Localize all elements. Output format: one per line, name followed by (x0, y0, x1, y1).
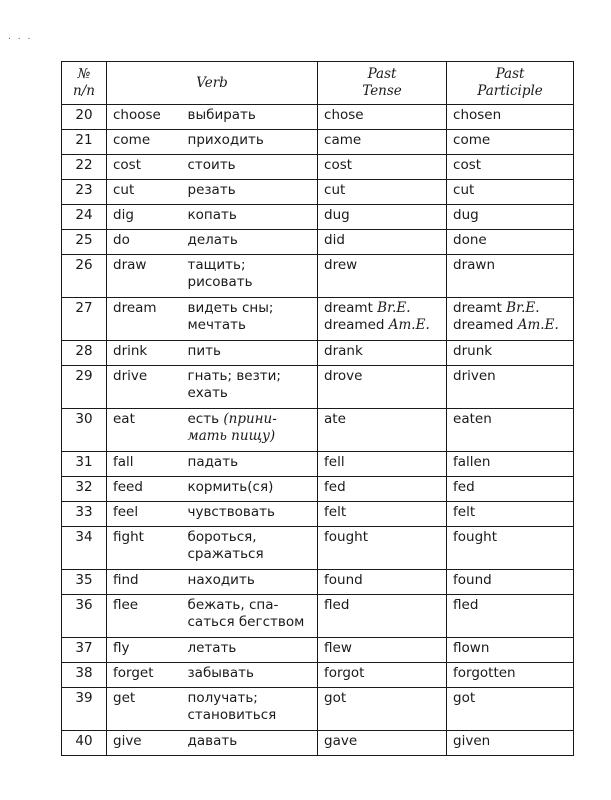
past-participle (447, 663, 574, 688)
verb-translation (182, 341, 318, 366)
header-past-line-1: Past (367, 66, 397, 82)
verb-translation (182, 298, 318, 341)
verb-infinitive: choose (107, 105, 182, 130)
past-participle-line (453, 157, 567, 174)
past-participle-text: fled (453, 597, 479, 613)
past-tense (318, 595, 447, 638)
corner-mark: . . . (8, 32, 33, 42)
row-number: 21 (62, 130, 107, 155)
past-participle-line (453, 454, 567, 471)
translation-line: чувствовать (187, 504, 275, 520)
past-tense (318, 688, 447, 731)
past-tense-line (324, 529, 440, 546)
past-participle-line (453, 368, 567, 385)
past-participle-text: chosen (453, 107, 502, 123)
past-tense-line (324, 572, 440, 589)
past-tense-text: dreamed (324, 317, 385, 333)
verb-translation (182, 477, 318, 502)
table-row (62, 155, 574, 180)
past-tense-text: ate (324, 411, 346, 427)
verb-infinitive: feed (107, 477, 182, 502)
past-participle-line (453, 640, 567, 657)
row-number: 38 (62, 663, 107, 688)
past-participle (447, 298, 574, 341)
verb-infinitive: drive (107, 366, 182, 409)
past-tense-line (324, 504, 440, 521)
table-row (62, 366, 574, 409)
past-tense-text: drew (324, 257, 358, 273)
verb-translation (182, 731, 318, 756)
header-verb: Verb (107, 62, 318, 105)
past-participle-text: got (453, 690, 476, 706)
past-participle-line (453, 733, 567, 750)
past-participle-text: fought (453, 529, 498, 545)
table-row (62, 180, 574, 205)
past-tense (318, 255, 447, 298)
translation-line: ехать (187, 385, 228, 401)
row-number: 31 (62, 452, 107, 477)
table-row (62, 105, 574, 130)
verb-translation (182, 688, 318, 731)
verb-infinitive: eat (107, 409, 182, 452)
translation-line: становиться (187, 707, 277, 723)
past-participle (447, 130, 574, 155)
translation-line: давать (187, 733, 238, 749)
past-tense-text: dug (324, 207, 350, 223)
row-number: 32 (62, 477, 107, 502)
past-participle (447, 255, 574, 298)
past-participle (447, 502, 574, 527)
translation-line: пить (187, 343, 221, 359)
past-tense-note: Am.E. (388, 317, 430, 333)
translation-line: тащить; (187, 257, 246, 273)
past-tense (318, 638, 447, 663)
past-participle-text: come (453, 132, 491, 148)
past-participle (447, 230, 574, 255)
table-row (62, 130, 574, 155)
past-participle-text: forgotten (453, 665, 516, 681)
past-participle-text: given (453, 733, 491, 749)
verb-infinitive: come (107, 130, 182, 155)
table-row (62, 341, 574, 366)
past-tense-text: fought (324, 529, 369, 545)
translation-line: бежать, спа- (187, 597, 279, 613)
verb-translation (182, 570, 318, 595)
verb-infinitive: flee (107, 595, 182, 638)
verb-infinitive: give (107, 731, 182, 756)
past-tense-line (324, 368, 440, 385)
past-tense-text: gave (324, 733, 358, 749)
past-participle-text: felt (453, 504, 476, 520)
translation-line: копать (187, 207, 237, 223)
table-row (62, 298, 574, 341)
row-number: 35 (62, 570, 107, 595)
verb-rows (62, 105, 574, 756)
past-tense-line (324, 343, 440, 360)
past-tense-line (324, 132, 440, 149)
past-participle-line (453, 317, 567, 334)
header-number-line-2: п/п (73, 83, 95, 99)
past-tense-line (324, 640, 440, 657)
past-tense-text: cost (324, 157, 353, 173)
table-row (62, 595, 574, 638)
verb-infinitive: forget (107, 663, 182, 688)
verb-translation (182, 663, 318, 688)
past-tense (318, 366, 447, 409)
header-past-line-2: Tense (362, 83, 402, 99)
past-participle (447, 595, 574, 638)
past-tense (318, 409, 447, 452)
past-tense-line (324, 411, 440, 428)
past-tense-line (324, 107, 440, 124)
past-tense-text: felt (324, 504, 347, 520)
past-participle-text: cut (453, 182, 475, 198)
past-participle-line (453, 479, 567, 496)
row-number: 28 (62, 341, 107, 366)
past-participle-text: dreamed (453, 317, 514, 333)
past-participle-line (453, 232, 567, 249)
past-tense (318, 180, 447, 205)
verb-infinitive: dig (107, 205, 182, 230)
past-participle-line (453, 572, 567, 589)
past-participle-text: cost (453, 157, 482, 173)
past-participle-text: driven (453, 368, 496, 384)
verb-infinitive: cost (107, 155, 182, 180)
table-row (62, 570, 574, 595)
row-number: 23 (62, 180, 107, 205)
translation-line (188, 411, 312, 428)
past-tense-line (324, 207, 440, 224)
past-participle (447, 570, 574, 595)
past-participle-text: drawn (453, 257, 496, 273)
past-participle (447, 409, 574, 452)
verb-infinitive: fall (107, 452, 182, 477)
translation-line: стоить (187, 157, 236, 173)
past-tense-line (324, 300, 440, 317)
past-participle-text: dreamt (453, 300, 502, 316)
verb-translation (182, 527, 318, 570)
past-tense-text: drank (324, 343, 363, 359)
translation-line: мечтать (187, 317, 246, 333)
past-tense-text: fled (324, 597, 350, 613)
table-row (62, 255, 574, 298)
translation-line: видеть сны; (187, 300, 274, 316)
past-tense (318, 527, 447, 570)
past-tense (318, 105, 447, 130)
past-participle (447, 205, 574, 230)
verb-infinitive: get (107, 688, 182, 731)
table-row (62, 663, 574, 688)
past-tense-line (324, 733, 440, 750)
past-participle-line (453, 529, 567, 546)
verb-infinitive: cut (107, 180, 182, 205)
row-number: 25 (62, 230, 107, 255)
past-participle (447, 105, 574, 130)
translation-line: падать (187, 454, 239, 470)
past-tense-text: fell (324, 454, 345, 470)
header-number (62, 62, 107, 105)
past-tense-text: cut (324, 182, 346, 198)
row-number: 37 (62, 638, 107, 663)
translation-line: бороться, (187, 529, 257, 545)
verb-infinitive: do (107, 230, 182, 255)
past-tense (318, 230, 447, 255)
verb-translation (182, 230, 318, 255)
past-tense-line (324, 232, 440, 249)
past-tense-text: dreamt (324, 300, 373, 316)
past-tense-line (324, 665, 440, 682)
past-participle (447, 341, 574, 366)
translation-line: сражаться (187, 546, 264, 562)
past-participle-note: Am.E. (517, 317, 559, 333)
past-tense-line (324, 157, 440, 174)
past-tense-line (324, 182, 440, 199)
past-participle-line (453, 132, 567, 149)
past-tense (318, 155, 447, 180)
verb-translation (182, 638, 318, 663)
past-tense-line (324, 257, 440, 274)
table-row (62, 477, 574, 502)
translation-line: делать (187, 232, 238, 248)
past-participle (447, 527, 574, 570)
translation-line: приходить (187, 132, 264, 148)
past-tense (318, 477, 447, 502)
past-tense (318, 130, 447, 155)
verb-translation (182, 595, 318, 638)
past-participle (447, 688, 574, 731)
row-number: 39 (62, 688, 107, 731)
translation-line: саться бегством (187, 614, 305, 630)
translation-note: (прини- (223, 411, 277, 427)
past-participle-text: dug (453, 207, 479, 223)
past-participle-line (453, 300, 567, 317)
past-tense-line (324, 690, 440, 707)
verb-translation (182, 130, 318, 155)
past-participle-text: flown (453, 640, 490, 656)
past-participle (447, 366, 574, 409)
row-number: 34 (62, 527, 107, 570)
past-participle-text: fed (453, 479, 475, 495)
past-participle (447, 477, 574, 502)
past-tense (318, 298, 447, 341)
past-participle (447, 452, 574, 477)
verb-translation (182, 409, 318, 452)
past-participle-line (453, 504, 567, 521)
row-number: 40 (62, 731, 107, 756)
past-tense (318, 502, 447, 527)
verb-translation (182, 180, 318, 205)
translation-line: выбирать (187, 107, 256, 123)
translation-line: летать (187, 640, 237, 656)
verb-infinitive: feel (107, 502, 182, 527)
past-participle-line (453, 257, 567, 274)
row-number: 20 (62, 105, 107, 130)
translation-line: мать пищу) (187, 428, 276, 444)
translation-line: рисовать (187, 274, 253, 290)
header-number-line-1: № (77, 66, 91, 82)
verb-translation (182, 155, 318, 180)
table-row (62, 409, 574, 452)
past-tense (318, 452, 447, 477)
verb-translation (182, 105, 318, 130)
header-past-tense (318, 62, 447, 105)
table-row (62, 688, 574, 731)
past-tense (318, 205, 447, 230)
table-row (62, 638, 574, 663)
row-number: 33 (62, 502, 107, 527)
verb-translation (182, 502, 318, 527)
past-tense-text: fed (324, 479, 346, 495)
verb-translation (182, 366, 318, 409)
past-participle-text: eaten (453, 411, 492, 427)
verb-translation (182, 205, 318, 230)
past-tense-text: forgot (324, 665, 365, 681)
translation-line: забывать (187, 665, 254, 681)
translation-line: находить (187, 572, 255, 588)
verb-infinitive: find (107, 570, 182, 595)
past-tense-note: Br.E. (377, 300, 411, 316)
row-number: 29 (62, 366, 107, 409)
past-participle (447, 731, 574, 756)
table-row (62, 527, 574, 570)
row-number: 22 (62, 155, 107, 180)
verb-infinitive: draw (107, 255, 182, 298)
table-row (62, 205, 574, 230)
past-tense-text: did (324, 232, 345, 248)
verb-translation (182, 255, 318, 298)
table-row (62, 230, 574, 255)
row-number: 36 (62, 595, 107, 638)
past-participle (447, 155, 574, 180)
past-participle-line (453, 690, 567, 707)
translation-text: есть (187, 411, 220, 427)
past-tense-text: chose (324, 107, 364, 123)
table-row (62, 731, 574, 756)
verb-infinitive: dream (107, 298, 182, 341)
table-row (62, 502, 574, 527)
past-participle-line (453, 343, 567, 360)
past-tense-line (324, 597, 440, 614)
past-tense (318, 341, 447, 366)
past-tense-text: drove (324, 368, 363, 384)
header-participle-line-1: Past (495, 66, 525, 82)
past-tense-text: flew (324, 640, 352, 656)
translation-line: получать; (187, 690, 258, 706)
past-tense-text: came (324, 132, 362, 148)
row-number: 30 (62, 409, 107, 452)
past-tense-text: found (324, 572, 363, 588)
header-row (62, 62, 574, 105)
header-participle-line-2: Participle (477, 83, 543, 99)
verb-infinitive: fly (107, 638, 182, 663)
row-number: 24 (62, 205, 107, 230)
table-row (62, 452, 574, 477)
past-participle-text: found (453, 572, 492, 588)
past-participle-text: fallen (453, 454, 491, 470)
past-tense-line (324, 454, 440, 471)
header-past-participle (447, 62, 574, 105)
past-participle-note: Br.E. (506, 300, 540, 316)
verb-translation (182, 452, 318, 477)
past-participle-line (453, 411, 567, 428)
verb-infinitive: drink (107, 341, 182, 366)
past-participle-text: done (453, 232, 487, 248)
translation-line: кормить(ся) (187, 479, 274, 495)
past-tense (318, 570, 447, 595)
past-tense (318, 731, 447, 756)
past-participle-line (453, 207, 567, 224)
past-tense (318, 663, 447, 688)
irregular-verbs-table (61, 61, 574, 756)
past-participle-line (453, 665, 567, 682)
translation-line: резать (187, 182, 236, 198)
past-participle (447, 638, 574, 663)
row-number: 27 (62, 298, 107, 341)
verb-infinitive: fight (107, 527, 182, 570)
past-participle-line (453, 597, 567, 614)
past-tense-line (324, 479, 440, 496)
past-participle-line (453, 182, 567, 199)
row-number: 26 (62, 255, 107, 298)
translation-line: гнать; везти; (187, 368, 281, 384)
past-participle-text: drunk (453, 343, 493, 359)
past-participle-line (453, 107, 567, 124)
past-tense-text: got (324, 690, 347, 706)
past-tense-line (324, 317, 440, 334)
past-participle (447, 180, 574, 205)
